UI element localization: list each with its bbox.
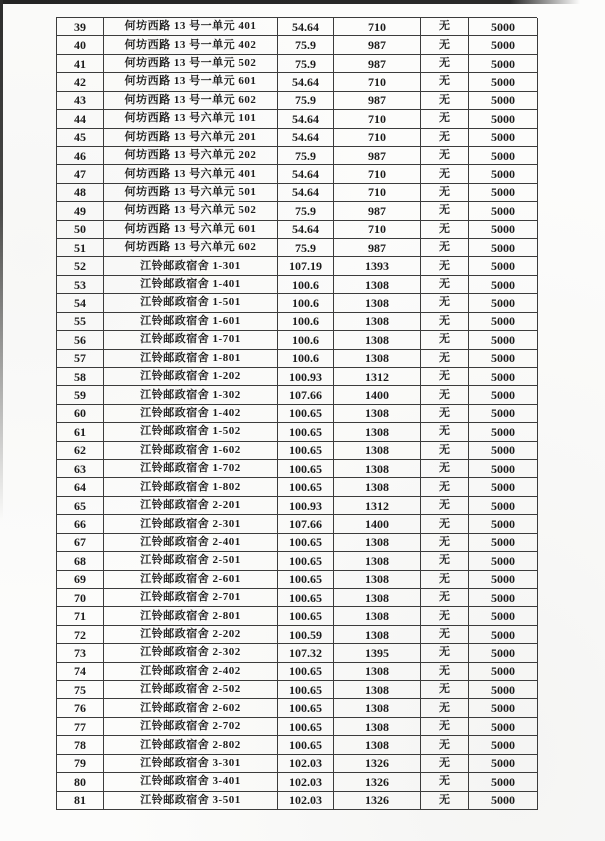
cell-value: 710 [334,184,421,202]
cell-row-number: 76 [57,699,104,717]
cell-area: 107.19 [278,257,334,275]
cell-address: 江铃邮政宿舍 2-702 [104,718,278,736]
cell-note: 无 [421,55,469,73]
cell-row-number: 63 [57,460,104,478]
cell-amount: 5000 [469,184,538,202]
cell-row-number: 57 [57,350,104,368]
cell-amount: 5000 [469,718,538,736]
cell-area: 75.9 [278,202,334,220]
cell-amount: 5000 [469,257,538,275]
cell-area: 102.03 [278,792,334,810]
cell-row-number: 71 [57,607,104,625]
cell-address: 江铃邮政宿舍 1-701 [104,331,278,349]
cell-note: 无 [421,129,469,147]
cell-area: 100.65 [278,663,334,681]
cell-note: 无 [421,589,469,607]
cell-address: 何坊西路 13 号六单元 602 [104,239,278,257]
cell-note: 无 [421,773,469,791]
cell-area: 100.65 [278,607,334,625]
cell-area: 54.64 [278,129,334,147]
cell-value: 1326 [334,792,421,810]
cell-area: 100.6 [278,350,334,368]
cell-amount: 5000 [469,239,538,257]
cell-note: 无 [421,423,469,441]
cell-area: 100.93 [278,497,334,515]
cell-row-number: 56 [57,331,104,349]
cell-row-number: 50 [57,221,104,239]
cell-address: 江铃邮政宿舍 2-801 [104,607,278,625]
cell-amount: 5000 [469,736,538,754]
cell-amount: 5000 [469,515,538,533]
cell-area: 75.9 [278,92,334,110]
cell-address: 江铃邮政宿舍 2-201 [104,497,278,515]
cell-address: 江铃邮政宿舍 1-302 [104,386,278,404]
cell-row-number: 73 [57,644,104,662]
cell-amount: 5000 [469,386,538,404]
cell-row-number: 41 [57,55,104,73]
cell-area: 100.65 [278,534,334,552]
cell-amount: 5000 [469,644,538,662]
cell-address: 江铃邮政宿舍 1-801 [104,350,278,368]
cell-area: 107.66 [278,515,334,533]
cell-row-number: 47 [57,165,104,183]
cell-area: 54.64 [278,184,334,202]
cell-value: 1308 [334,681,421,699]
cell-address: 何坊西路 13 号六单元 401 [104,165,278,183]
cell-amount: 5000 [469,165,538,183]
cell-note: 无 [421,18,469,36]
cell-value: 1308 [334,718,421,736]
cell-address: 江铃邮政宿舍 1-402 [104,405,278,423]
cell-note: 无 [421,534,469,552]
cell-area: 100.6 [278,276,334,294]
cell-address: 江铃邮政宿舍 1-202 [104,368,278,386]
cell-value: 1395 [334,644,421,662]
cell-address: 江铃邮政宿舍 2-302 [104,644,278,662]
cell-note: 无 [421,663,469,681]
cell-amount: 5000 [469,221,538,239]
cell-address: 江铃邮政宿舍 3-301 [104,755,278,773]
cell-address: 江铃邮政宿舍 2-601 [104,571,278,589]
cell-value: 710 [334,221,421,239]
cell-address: 江铃邮政宿舍 2-802 [104,736,278,754]
cell-address: 江铃邮政宿舍 2-501 [104,552,278,570]
cell-amount: 5000 [469,478,538,496]
cell-value: 1308 [334,313,421,331]
cell-note: 无 [421,792,469,810]
cell-value: 1308 [334,478,421,496]
cell-row-number: 66 [57,515,104,533]
cell-value: 710 [334,18,421,36]
cell-amount: 5000 [469,147,538,165]
cell-address: 江铃邮政宿舍 1-602 [104,442,278,460]
cell-note: 无 [421,515,469,533]
cell-amount: 5000 [469,681,538,699]
cell-address: 何坊西路 13 号六单元 501 [104,184,278,202]
cell-row-number: 74 [57,663,104,681]
cell-address: 何坊西路 13 号六单元 601 [104,221,278,239]
cell-row-number: 65 [57,497,104,515]
cell-note: 无 [421,718,469,736]
cell-area: 54.64 [278,221,334,239]
cell-address: 何坊西路 13 号六单元 202 [104,147,278,165]
cell-value: 1326 [334,755,421,773]
cell-note: 无 [421,165,469,183]
cell-note: 无 [421,92,469,110]
cell-note: 无 [421,313,469,331]
cell-value: 987 [334,202,421,220]
cell-area: 100.6 [278,294,334,312]
cell-amount: 5000 [469,497,538,515]
cell-address: 何坊西路 13 号六单元 502 [104,202,278,220]
cell-area: 100.65 [278,460,334,478]
cell-row-number: 52 [57,257,104,275]
cell-area: 54.64 [278,73,334,91]
cell-row-number: 58 [57,368,104,386]
cell-address: 江铃邮政宿舍 1-802 [104,478,278,496]
cell-row-number: 68 [57,552,104,570]
cell-note: 无 [421,460,469,478]
cell-address: 江铃邮政宿舍 1-301 [104,257,278,275]
cell-address: 何坊西路 13 号一单元 601 [104,73,278,91]
cell-row-number: 64 [57,478,104,496]
cell-row-number: 62 [57,442,104,460]
cell-amount: 5000 [469,129,538,147]
cell-address: 江铃邮政宿舍 2-602 [104,699,278,717]
cell-value: 1308 [334,534,421,552]
cell-value: 1308 [334,571,421,589]
cell-area: 100.6 [278,331,334,349]
cell-row-number: 51 [57,239,104,257]
cell-address: 何坊西路 13 号一单元 602 [104,92,278,110]
cell-note: 无 [421,184,469,202]
cell-row-number: 78 [57,736,104,754]
cell-value: 1308 [334,663,421,681]
cell-note: 无 [421,626,469,644]
cell-area: 100.65 [278,552,334,570]
cell-amount: 5000 [469,405,538,423]
cell-value: 987 [334,92,421,110]
cell-address: 江铃邮政宿舍 1-501 [104,294,278,312]
cell-note: 无 [421,755,469,773]
cell-amount: 5000 [469,589,538,607]
cell-note: 无 [421,147,469,165]
cell-note: 无 [421,442,469,460]
cell-row-number: 67 [57,534,104,552]
cell-value: 1400 [334,515,421,533]
cell-value: 1312 [334,368,421,386]
cell-address: 何坊西路 13 号一单元 502 [104,55,278,73]
cell-row-number: 75 [57,681,104,699]
cell-area: 75.9 [278,147,334,165]
cell-value: 987 [334,239,421,257]
cell-area: 100.65 [278,423,334,441]
cell-amount: 5000 [469,110,538,128]
cell-note: 无 [421,276,469,294]
cell-address: 江铃邮政宿舍 1-601 [104,313,278,331]
cell-note: 无 [421,736,469,754]
cell-value: 1308 [334,607,421,625]
cell-area: 100.65 [278,405,334,423]
cell-note: 无 [421,368,469,386]
cell-value: 1308 [334,699,421,717]
cell-value: 1308 [334,736,421,754]
cell-area: 100.65 [278,736,334,754]
cell-note: 无 [421,552,469,570]
cell-amount: 5000 [469,313,538,331]
cell-row-number: 69 [57,571,104,589]
cell-area: 102.03 [278,773,334,791]
housing-subsidy-table [56,17,537,810]
cell-area: 75.9 [278,239,334,257]
cell-address: 江铃邮政宿舍 2-502 [104,681,278,699]
cell-value: 1393 [334,257,421,275]
cell-row-number: 61 [57,423,104,441]
cell-value: 1308 [334,294,421,312]
cell-address: 江铃邮政宿舍 2-301 [104,515,278,533]
cell-amount: 5000 [469,534,538,552]
cell-note: 无 [421,202,469,220]
cell-amount: 5000 [469,699,538,717]
cell-area: 100.65 [278,681,334,699]
cell-row-number: 40 [57,36,104,54]
cell-address: 江铃邮政宿舍 2-701 [104,589,278,607]
cell-amount: 5000 [469,202,538,220]
cell-address: 何坊西路 13 号一单元 401 [104,18,278,36]
cell-amount: 5000 [469,571,538,589]
cell-amount: 5000 [469,423,538,441]
cell-note: 无 [421,497,469,515]
cell-amount: 5000 [469,92,538,110]
cell-address: 江铃邮政宿舍 2-401 [104,534,278,552]
cell-row-number: 60 [57,405,104,423]
cell-row-number: 53 [57,276,104,294]
cell-address: 江铃邮政宿舍 1-702 [104,460,278,478]
cell-value: 710 [334,110,421,128]
cell-area: 100.65 [278,718,334,736]
scan-artifact-left-edge [0,0,3,520]
cell-address: 江铃邮政宿舍 2-402 [104,663,278,681]
cell-amount: 5000 [469,442,538,460]
cell-value: 710 [334,73,421,91]
cell-row-number: 55 [57,313,104,331]
cell-value: 1308 [334,405,421,423]
cell-area: 100.59 [278,626,334,644]
cell-note: 无 [421,110,469,128]
cell-note: 无 [421,73,469,91]
cell-value: 987 [334,147,421,165]
cell-value: 987 [334,36,421,54]
cell-note: 无 [421,386,469,404]
cell-amount: 5000 [469,626,538,644]
cell-amount: 5000 [469,460,538,478]
cell-note: 无 [421,681,469,699]
cell-row-number: 70 [57,589,104,607]
cell-value: 710 [334,165,421,183]
cell-row-number: 81 [57,792,104,810]
cell-note: 无 [421,405,469,423]
cell-value: 1326 [334,773,421,791]
cell-value: 987 [334,55,421,73]
cell-area: 100.65 [278,478,334,496]
cell-note: 无 [421,257,469,275]
cell-address: 江铃邮政宿舍 3-401 [104,773,278,791]
cell-address: 江铃邮政宿舍 1-502 [104,423,278,441]
cell-row-number: 48 [57,184,104,202]
cell-amount: 5000 [469,552,538,570]
cell-amount: 5000 [469,36,538,54]
cell-area: 54.64 [278,165,334,183]
cell-area: 102.03 [278,755,334,773]
cell-row-number: 43 [57,92,104,110]
cell-address: 何坊西路 13 号六单元 101 [104,110,278,128]
cell-area: 100.6 [278,313,334,331]
cell-area: 107.32 [278,644,334,662]
cell-area: 54.64 [278,18,334,36]
cell-note: 无 [421,478,469,496]
cell-amount: 5000 [469,350,538,368]
cell-row-number: 59 [57,386,104,404]
cell-area: 75.9 [278,36,334,54]
cell-row-number: 46 [57,147,104,165]
cell-row-number: 79 [57,755,104,773]
cell-area: 54.64 [278,110,334,128]
cell-amount: 5000 [469,276,538,294]
cell-row-number: 72 [57,626,104,644]
cell-note: 无 [421,571,469,589]
cell-amount: 5000 [469,294,538,312]
cell-note: 无 [421,699,469,717]
cell-amount: 5000 [469,607,538,625]
cell-note: 无 [421,294,469,312]
cell-area: 100.65 [278,442,334,460]
cell-note: 无 [421,239,469,257]
cell-area: 100.65 [278,571,334,589]
cell-row-number: 54 [57,294,104,312]
cell-value: 1308 [334,626,421,644]
cell-area: 100.93 [278,368,334,386]
cell-value: 1308 [334,589,421,607]
cell-amount: 5000 [469,755,538,773]
cell-note: 无 [421,331,469,349]
cell-amount: 5000 [469,331,538,349]
cell-note: 无 [421,644,469,662]
cell-value: 1400 [334,386,421,404]
cell-note: 无 [421,350,469,368]
cell-value: 1312 [334,497,421,515]
cell-address: 何坊西路 13 号一单元 402 [104,36,278,54]
cell-value: 710 [334,129,421,147]
cell-address: 江铃邮政宿舍 3-501 [104,792,278,810]
cell-amount: 5000 [469,18,538,36]
cell-row-number: 80 [57,773,104,791]
cell-row-number: 42 [57,73,104,91]
cell-value: 1308 [334,350,421,368]
cell-row-number: 39 [57,18,104,36]
cell-area: 107.66 [278,386,334,404]
cell-amount: 5000 [469,663,538,681]
cell-value: 1308 [334,460,421,478]
cell-amount: 5000 [469,73,538,91]
cell-note: 无 [421,36,469,54]
cell-value: 1308 [334,331,421,349]
scan-artifact-top-edge [0,0,580,4]
cell-area: 100.65 [278,589,334,607]
cell-area: 75.9 [278,55,334,73]
cell-address: 江铃邮政宿舍 2-202 [104,626,278,644]
cell-note: 无 [421,607,469,625]
cell-row-number: 77 [57,718,104,736]
cell-amount: 5000 [469,773,538,791]
cell-value: 1308 [334,276,421,294]
cell-row-number: 45 [57,129,104,147]
cell-amount: 5000 [469,368,538,386]
cell-address: 江铃邮政宿舍 1-401 [104,276,278,294]
cell-value: 1308 [334,552,421,570]
cell-value: 1308 [334,423,421,441]
cell-amount: 5000 [469,792,538,810]
cell-row-number: 49 [57,202,104,220]
cell-note: 无 [421,221,469,239]
cell-area: 100.65 [278,699,334,717]
cell-row-number: 44 [57,110,104,128]
cell-value: 1308 [334,442,421,460]
cell-address: 何坊西路 13 号六单元 201 [104,129,278,147]
cell-amount: 5000 [469,55,538,73]
